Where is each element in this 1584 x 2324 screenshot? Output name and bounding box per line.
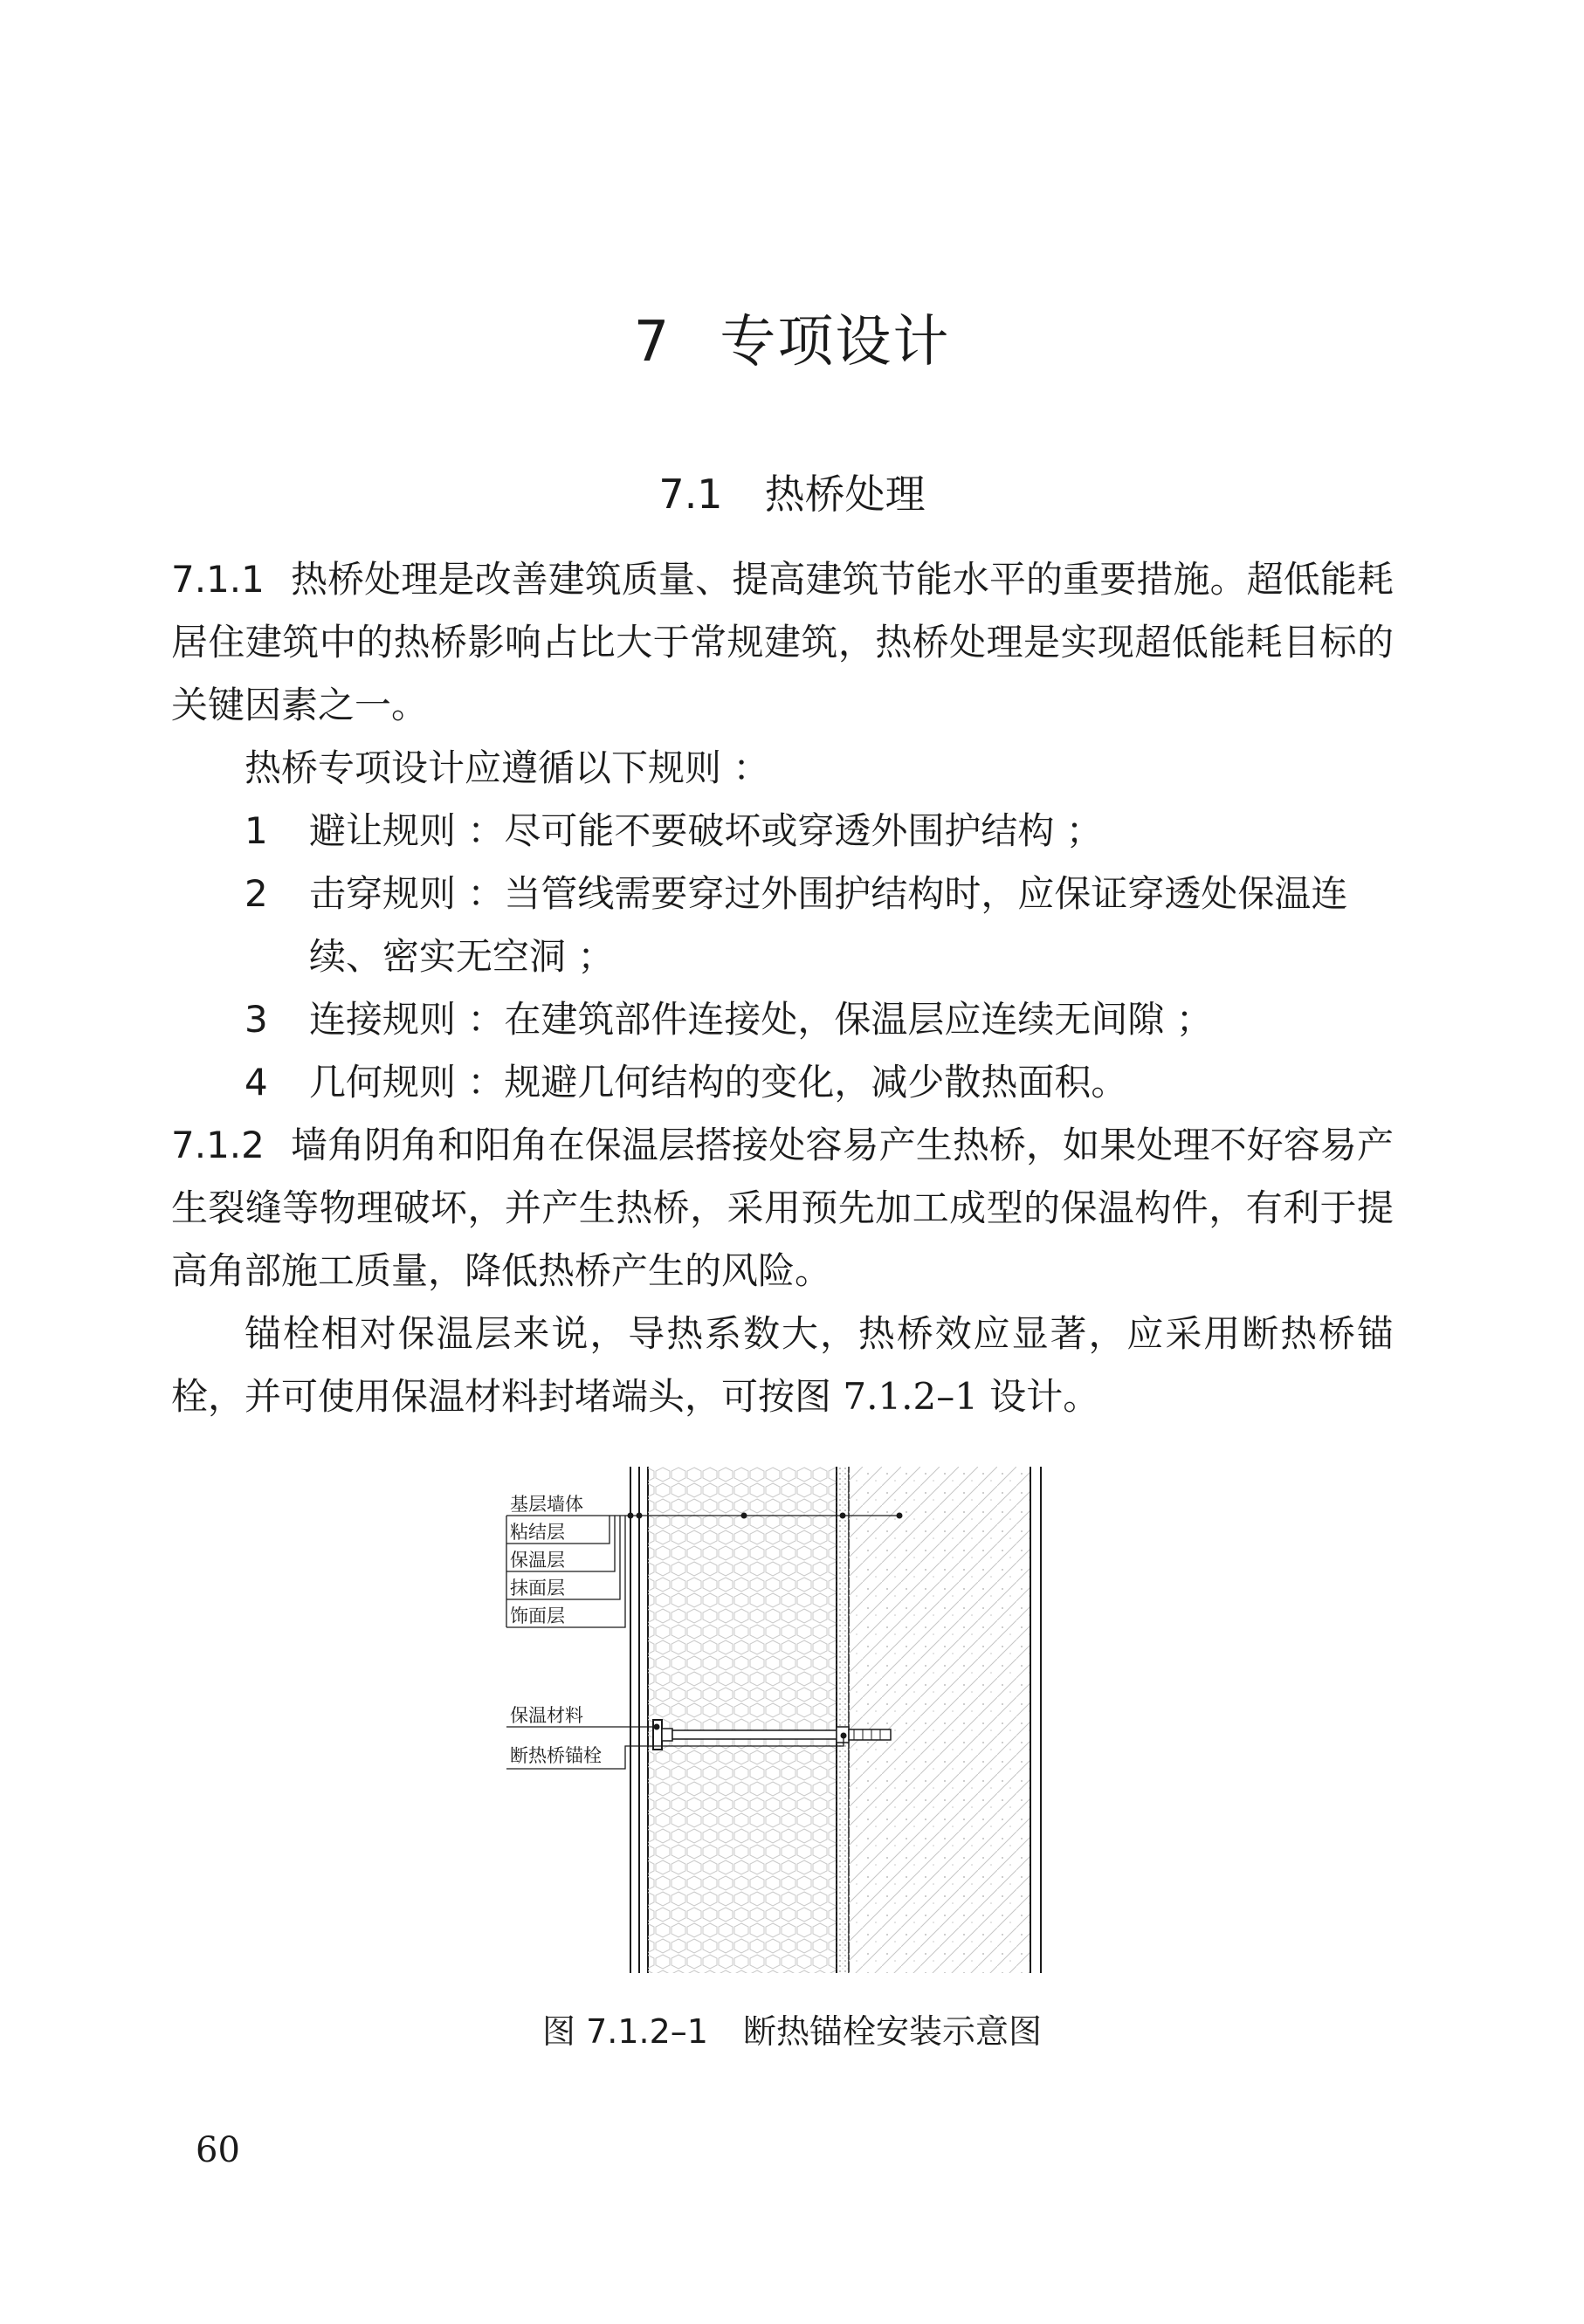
rule-number: 2 (244, 872, 268, 915)
figure-number: 图 7.1.2–1 (542, 2012, 708, 2051)
label-base-wall: 基层墙体 (510, 1494, 583, 1515)
rule-item-2 (171, 863, 1394, 988)
section-number: 7.1 (658, 471, 723, 518)
rule-item-1 (171, 800, 1394, 863)
rule-text: 连接规则 ：在建筑部件连接处，保温层应连续无间隙 ； (309, 998, 1213, 1041)
adhesive-layer (837, 1467, 849, 1973)
label-anchor: 断热桥锚栓 (510, 1745, 602, 1766)
clause-7-1-2 (171, 1114, 1394, 1303)
chapter-title-text: 专项设计 (720, 310, 951, 375)
label-insulation-material: 保温材料 (510, 1705, 583, 1726)
figure-title: 断热锚栓安装示意图 (742, 2012, 1042, 2051)
rule-number: 4 (244, 1061, 268, 1104)
label-adhesive: 粘结层 (510, 1522, 565, 1543)
clause-7-1-1 (171, 548, 1394, 737)
rule-text: 避让规则 ：尽可能不要破坏或穿透外围护结构 ； (309, 809, 1103, 852)
chapter-number: 7 (633, 310, 671, 375)
clause-text: 墙角阴角和阳角在保温层搭接处容易产生热桥，如果处理不好容易产生裂缝等物理破坏，并产生热桥，采用预先加工成型的保温构件，有利于提高角部施工质量，降低热桥产生的风险。 (171, 1124, 1394, 1292)
rules-intro: 热桥专项设计应遵循以下规则 ： (244, 746, 770, 789)
label-plaster: 抹面层 (510, 1578, 565, 1599)
body-text (171, 548, 1394, 1428)
rule-item-4 (171, 1051, 1394, 1114)
chapter-title (0, 297, 1584, 377)
anchor-paragraph: 锚栓相对保温层来说，导热系数大，热桥效应显著，应采用断热桥锚栓，并可使用保温材料封堵端头，可按图 7.1.2–1 设计。 (171, 1312, 1394, 1418)
wall-section-diagram (498, 1467, 1074, 1991)
insulation-layer (648, 1467, 837, 1973)
clause-number: 7.1.1 (171, 558, 265, 601)
clause-text: 热桥处理是改善建筑质量、提高建筑节能水平的重要措施。超低能耗居住建筑中的热桥影响占比大于常规建筑，热桥处理是实现超低能耗目标的关键因素之一。 (171, 558, 1394, 726)
section-title (0, 463, 1584, 520)
figure-caption (0, 2004, 1584, 2052)
label-insulation: 保温层 (510, 1550, 565, 1571)
page-number: 60 (196, 2130, 240, 2170)
rule-item-3 (171, 988, 1394, 1051)
rule-text: 击穿规则 ：当管线需要穿过外围护结构时，应保证穿透处保温连续、密实无空洞 ； (309, 872, 1348, 978)
rule-text: 几何规则 ：规避几何结构的变化，减少散热面积。 (309, 1061, 1128, 1104)
anchor-installation-figure (498, 1467, 1074, 1991)
label-finish: 饰面层 (510, 1605, 565, 1626)
section-title-text: 热桥处理 (764, 471, 926, 518)
clause-number: 7.1.2 (171, 1124, 265, 1166)
rule-number: 1 (244, 809, 268, 852)
base-wall (849, 1467, 1030, 1973)
rule-number: 3 (244, 998, 268, 1041)
